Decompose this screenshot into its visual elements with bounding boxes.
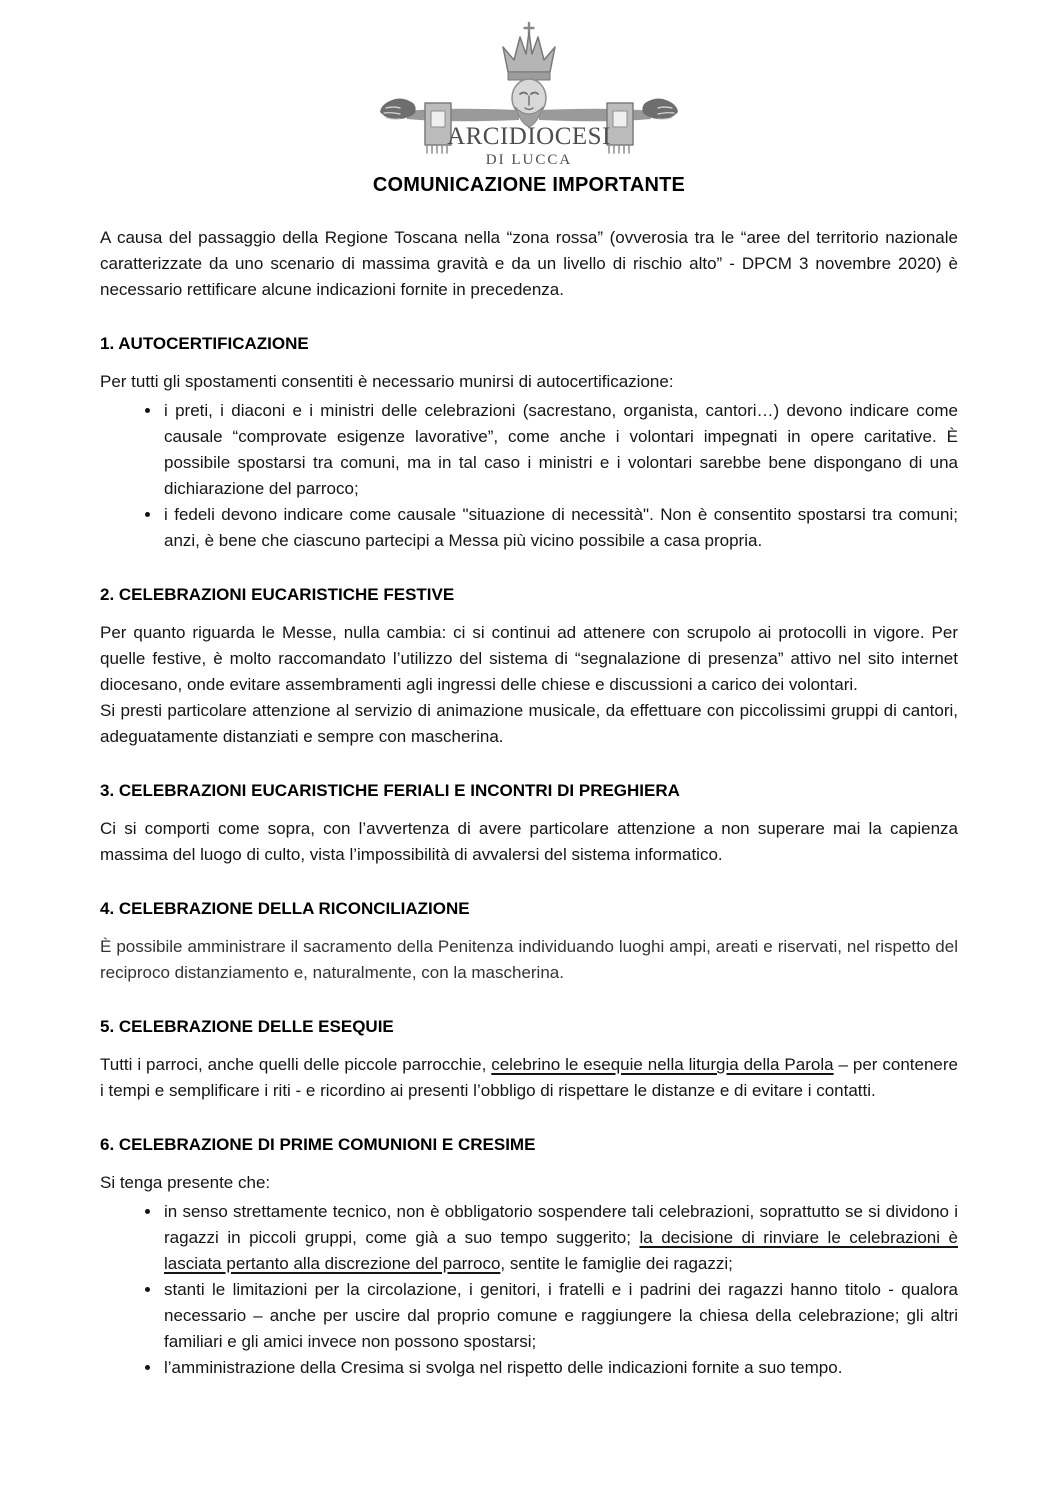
section-comunioni-cresime [100,1133,958,1381]
intro-paragraph: A causa del passaggio della Regione Toscana nella “zona rossa” (ovverosia tra le “aree del territorio nazionale caratterizzate da uno scenario di massima gravità e da un livello di rischio alto” - DPCM 3 novembre 2020) è necessario rettificare alcune indicazioni fornite in precedenza. [100,228,958,299]
bullet-item [162,502,958,554]
bullet-text: i fedeli devono indicare come causale "situazione di necessità". Non è consentito spostarsi tra comuni; anzi, è bene che ciascuno partecipi a Messa più vicino possibile a casa propria. [164,505,958,550]
bullet-text: , sentite le famiglie dei ragazzi; [500,1254,733,1273]
section-autocertificazione [100,332,958,554]
section-6-heading: 6. CELEBRAZIONE DI PRIME COMUNIONI E CRESIME [100,1135,536,1154]
section-esequie [100,1015,958,1104]
section-4-heading: 4. CELEBRAZIONE DELLA RICONCILIAZIONE [100,899,470,918]
paragraph-text: – per contenere i tempi e semplificare i riti - e ricordino ai presenti l’obbligo di rispettare le distanze e di evitare i contatti. [100,1055,958,1100]
section-2-paragraph-2: Si presti particolare attenzione al servizio di animazione musicale, da effettuare con piccolissimi gruppi di cantori, adeguatamente distanziati e sempre con mascherina. [100,701,958,746]
logo-wordmark: ARCIDIOCESI [447,123,611,150]
left-maniple-arch [431,111,445,127]
bullet-item [162,1199,958,1277]
section-1-heading: 1. AUTOCERTIFICAZIONE [100,334,309,353]
section-4-paragraph: È possibile amministrare il sacramento della Penitenza individuando luoghi ampi, areati e riservati, nel rispetto del reciproco distanziamento e, naturalmente, con la mascherina. [100,937,958,982]
underlined-text: celebrino le esequie nella liturgia della Parola [491,1055,834,1074]
section-riconciliazione [100,897,958,986]
section-2-paragraph-1: Per quanto riguarda le Messe, nulla cambia: ci si continui ad attenere con scrupolo ai protocolli in vigore. Per quelle festive, è molto raccomandato l’utilizzo del sistema di “segnalazione di presenza” attivo nel sito internet diocesano, onde evitare assembramenti agli ingressi delle chiese e discussioni a carico dei volontari. [100,623,958,694]
left-arm-shape [407,109,519,122]
section-2-heading: 2. CELEBRAZIONI EUCARISTICHE FESTIVE [100,585,455,604]
section-1-bullet-list [100,398,958,554]
bullet-item [162,1355,958,1381]
bullet-text: in senso strettamente tecnico, non è obbligatorio sospendere tali celebrazioni, soprattutto se si dividono i ragazzi in piccoli gruppi, come già a suo tempo suggerito; [164,1202,958,1247]
right-arm-shape [539,109,651,122]
right-maniple-arch [613,111,627,127]
paragraph-text: Tutti i parroci, anche quelli delle piccole parrocchie, [100,1055,492,1074]
diocese-logo [379,20,679,170]
right-hand-shape [642,99,678,120]
underlined-text: la decisione di rinviare le celebrazioni è lasciata pertanto alla discrezione del parroco [164,1228,958,1273]
logo-subtitle: DI LUCCA [485,152,573,168]
section-5-heading: 5. CELEBRAZIONE DELLE ESEQUIE [100,1017,394,1036]
bullet-text: i preti, i diaconi e i ministri delle celebrazioni (sacrestano, organista, cantori…) devono indicare come causale “comprovate esigenze lavorative”, come anche i volontari impegnati in opere caritative. È possibile spostarsi tra comuni, ma in tal caso i ministri e i volontari sarebbe bene dispongano di una dichiarazione del parroco; [164,401,958,498]
section-6-bullet-list [100,1199,958,1381]
volto-santo-crowned-figure-icon [379,20,679,170]
right-maniple-fringe [609,145,629,153]
left-hand-shape [380,99,416,120]
section-5-paragraph [100,1052,958,1104]
section-3-paragraph: Ci si comporti come sopra, con l’avvertenza di avere particolare attenzione a non superare mai la capienza massima del luogo di culto, vista l’impossibilità di avvalersi del sistema informatico. [100,819,958,864]
bullet-item [162,1277,958,1355]
section-celebrazioni-feriali [100,779,958,868]
section-6-lead: Si tenga presente che: [100,1173,271,1192]
left-maniple-fringe [427,145,447,153]
section-celebrazioni-festive [100,583,958,750]
bullet-item [162,398,958,502]
bullet-text: stanti le limitazioni per la circolazione, i genitori, i fratelli e i padrini dei ragazzi hanno titolo - qualora necessario – anche per uscire dal proprio comune e raggiungere la chiesa della celebrazione; gli altri familiari e gli amici invece non possono spostarsi; [164,1280,958,1351]
section-1-lead: Per tutti gli spostamenti consentiti è necessario munirsi di autocertificazione: [100,372,674,391]
crown-shape [503,32,555,72]
section-3-heading: 3. CELEBRAZIONI EUCARISTICHE FERIALI E INCONTRI DI PREGHIERA [100,781,680,800]
document-title: COMUNICAZIONE IMPORTANTE [372,174,686,196]
bullet-text: l’amministrazione della Cresima si svolga nel rispetto delle indicazioni fornite a suo tempo. [164,1358,843,1377]
